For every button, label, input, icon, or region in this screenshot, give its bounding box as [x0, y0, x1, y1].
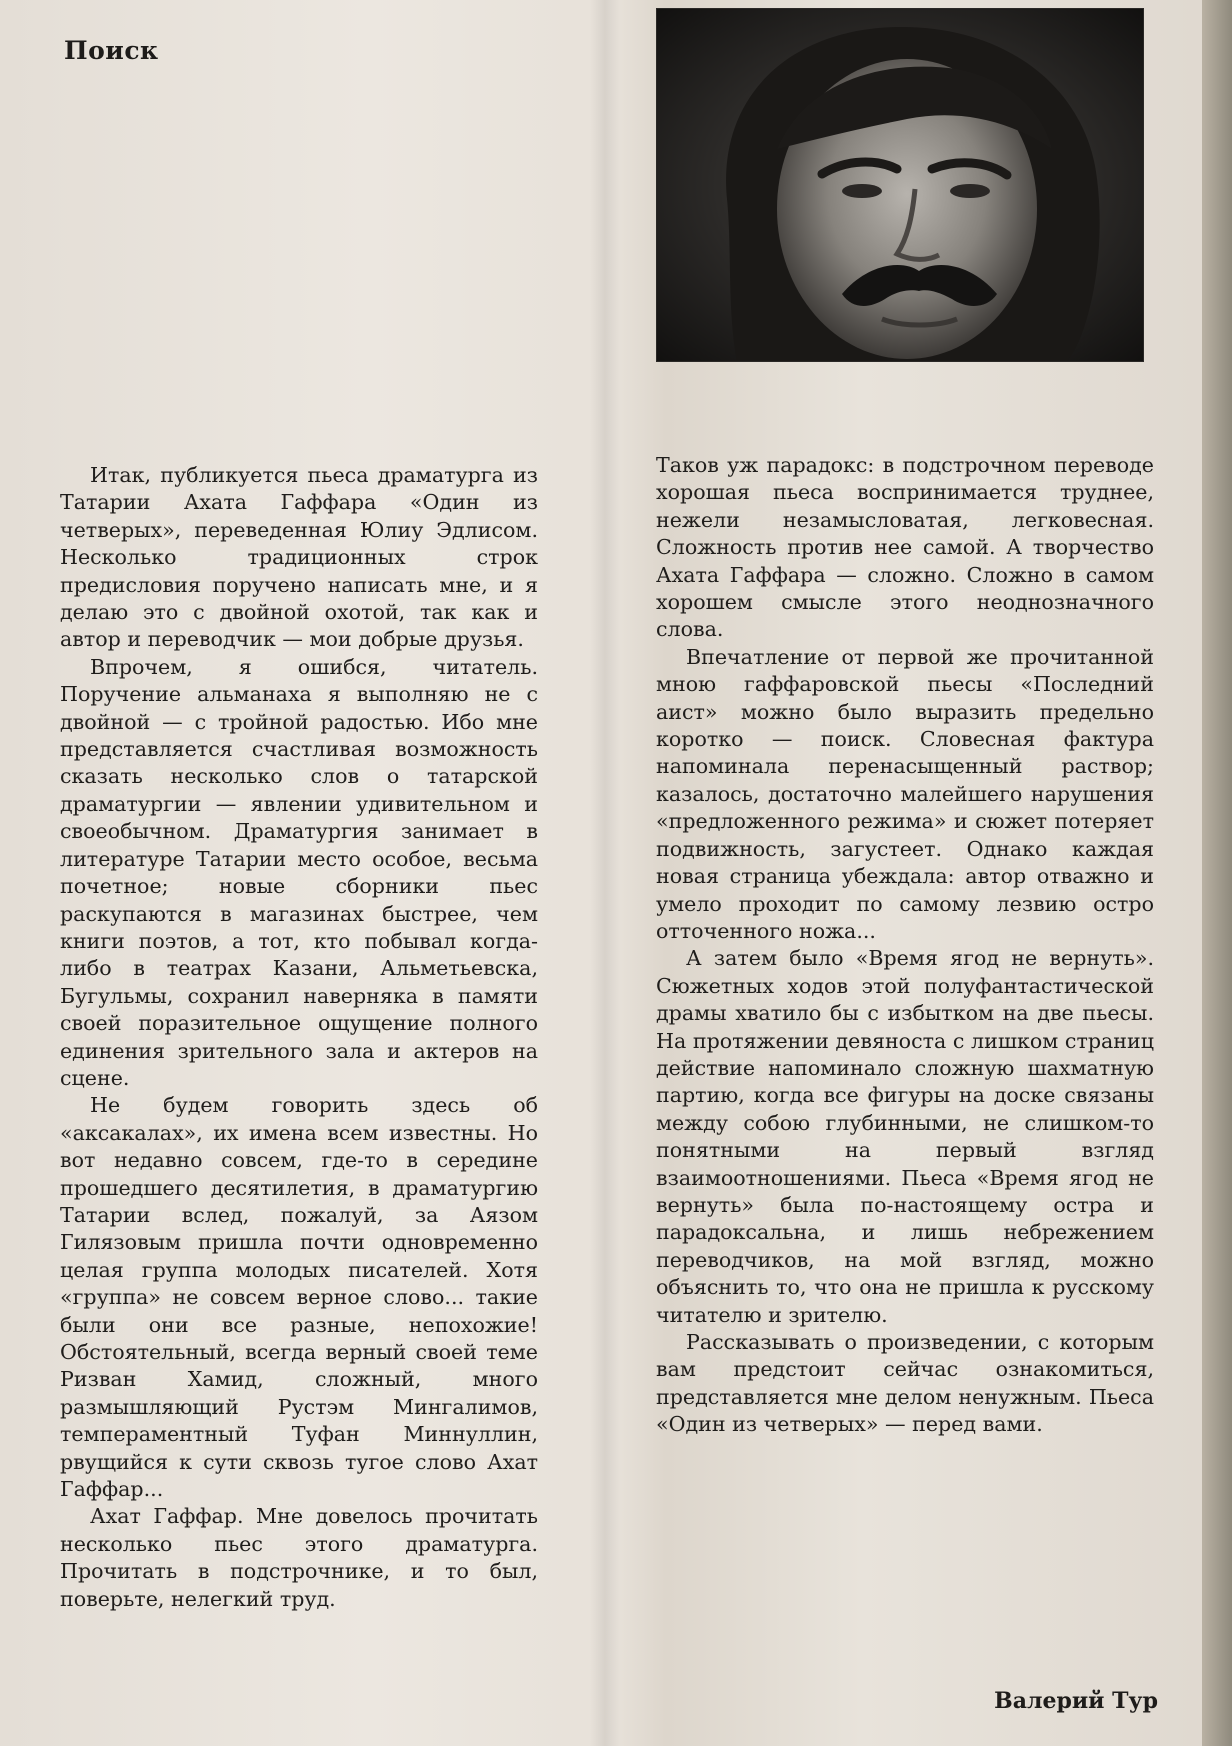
- paragraph: Итак, публикуется пьеса драматурга из Татарии Ахата Гаффара «Один из четверых», переведенная Юлиу Эдлисом. Несколько традиционных строк предисловия поручено написать мне, и я делаю это с двойной охотой, так как и автор и переводчик — мои добрые друзья.: [60, 463, 538, 652]
- article-right-column: [656, 452, 1154, 1439]
- gutter-shadow: [590, 0, 620, 1746]
- paragraph: Впрочем, я ошибся, читатель. Поручение альманаха я выполняю не с двойной — с тройной радостью. Ибо мне представляется счастливая возможность сказать несколько слов о татарской драматургии — явлении удивительном и своеобычном. Драматургия занимает в литературе Татарии место особое, весьма почетное; новые сборники пьес раскупаются в магазинах быстрее, чем книги поэтов, а тот, кто побывал когда-либо в театрах Казани, Альметьевска, Бугульмы, сохранил наверняка в памяти своей поразительное ощущение полного единения зрительного зала и актеров на сцене.: [60, 654, 538, 1090]
- page-edge: [1202, 0, 1232, 1746]
- paragraph: Таков уж парадокс: в подстрочном переводе хорошая пьеса воспринимается труднее, нежели незамысловатая, легковесная. Сложность против нее самой. А творчество Ахата Гаффара — сложно. Сложно в самом хорошем смысле этого неоднозначного слова.: [656, 453, 1154, 642]
- portrait-illustration: [657, 9, 1143, 361]
- paragraph: Впечатление от первой же прочитанной мною гаффаровской пьесы «Последний аист» можно было выразить предельно коротко — поиск. Словесная фактура напоминала перенасыщенный раствор; казалось, достаточно малейшего нарушения «предложенного режима» и сюжет потеряет подвижность, загустеет. Однако каждая новая страница убеждала: автор отважно и умело проходит по самому лезвию остро отточенного ножа...: [656, 644, 1154, 943]
- author-portrait-photo: [656, 8, 1144, 362]
- paragraph: Не будем говорить здесь об «аксакалах», их имена всем известны. Но вот недавно совсем, где-то в середине прошедшего десятилетия, в драматургию Татарии вслед, пожалуй, за Аязом Гилязовым пришла почти одновременно целая группа молодых писателей. Хотя «группа» не совсем верное слово... такие были они все разные, непохожие! Обстоятельный, всегда верный своей теме Ризван Хамид, сложный, много размышляющий Рустэм Мингалимов, темпераментный Туфан Миннуллин, рвущийся к сути сквозь тугое слово Ахат Гаффар...: [60, 1093, 538, 1502]
- paragraph: Рассказывать о произведении, с которым вам предстоит сейчас ознакомиться, представляется мне делом ненужным. Пьеса «Один из четверых» — перед вами.: [656, 1330, 1154, 1437]
- section-title: Поиск: [64, 36, 159, 65]
- paragraph: Ахат Гаффар. Мне довелось прочитать несколько пьес этого драматурга. Прочитать в подстрочнике, и то был, поверьте, нелегкий труд.: [60, 1504, 538, 1611]
- paragraph: А затем было «Время ягод не вернуть». Сюжетных ходов этой полуфантастической драмы хватило бы с избытком на две пьесы. На протяжении девяноста с лишком страниц действие напоминало сложную шахматную партию, когда все фигуры на доске связаны между собою глубинными, не слишком-то понятными на первый взгляд взаимоотношениями. Пьеса «Время ягод не вернуть» была по-настоящему остра и парадоксальна, и лишь небрежением переводчиков, на мой взгляд, можно объяснить то, что она не пришла к русскому читателю и зрителю.: [656, 946, 1154, 1327]
- author-signature: Валерий Тур: [994, 1688, 1158, 1714]
- article-left-column: [60, 462, 538, 1613]
